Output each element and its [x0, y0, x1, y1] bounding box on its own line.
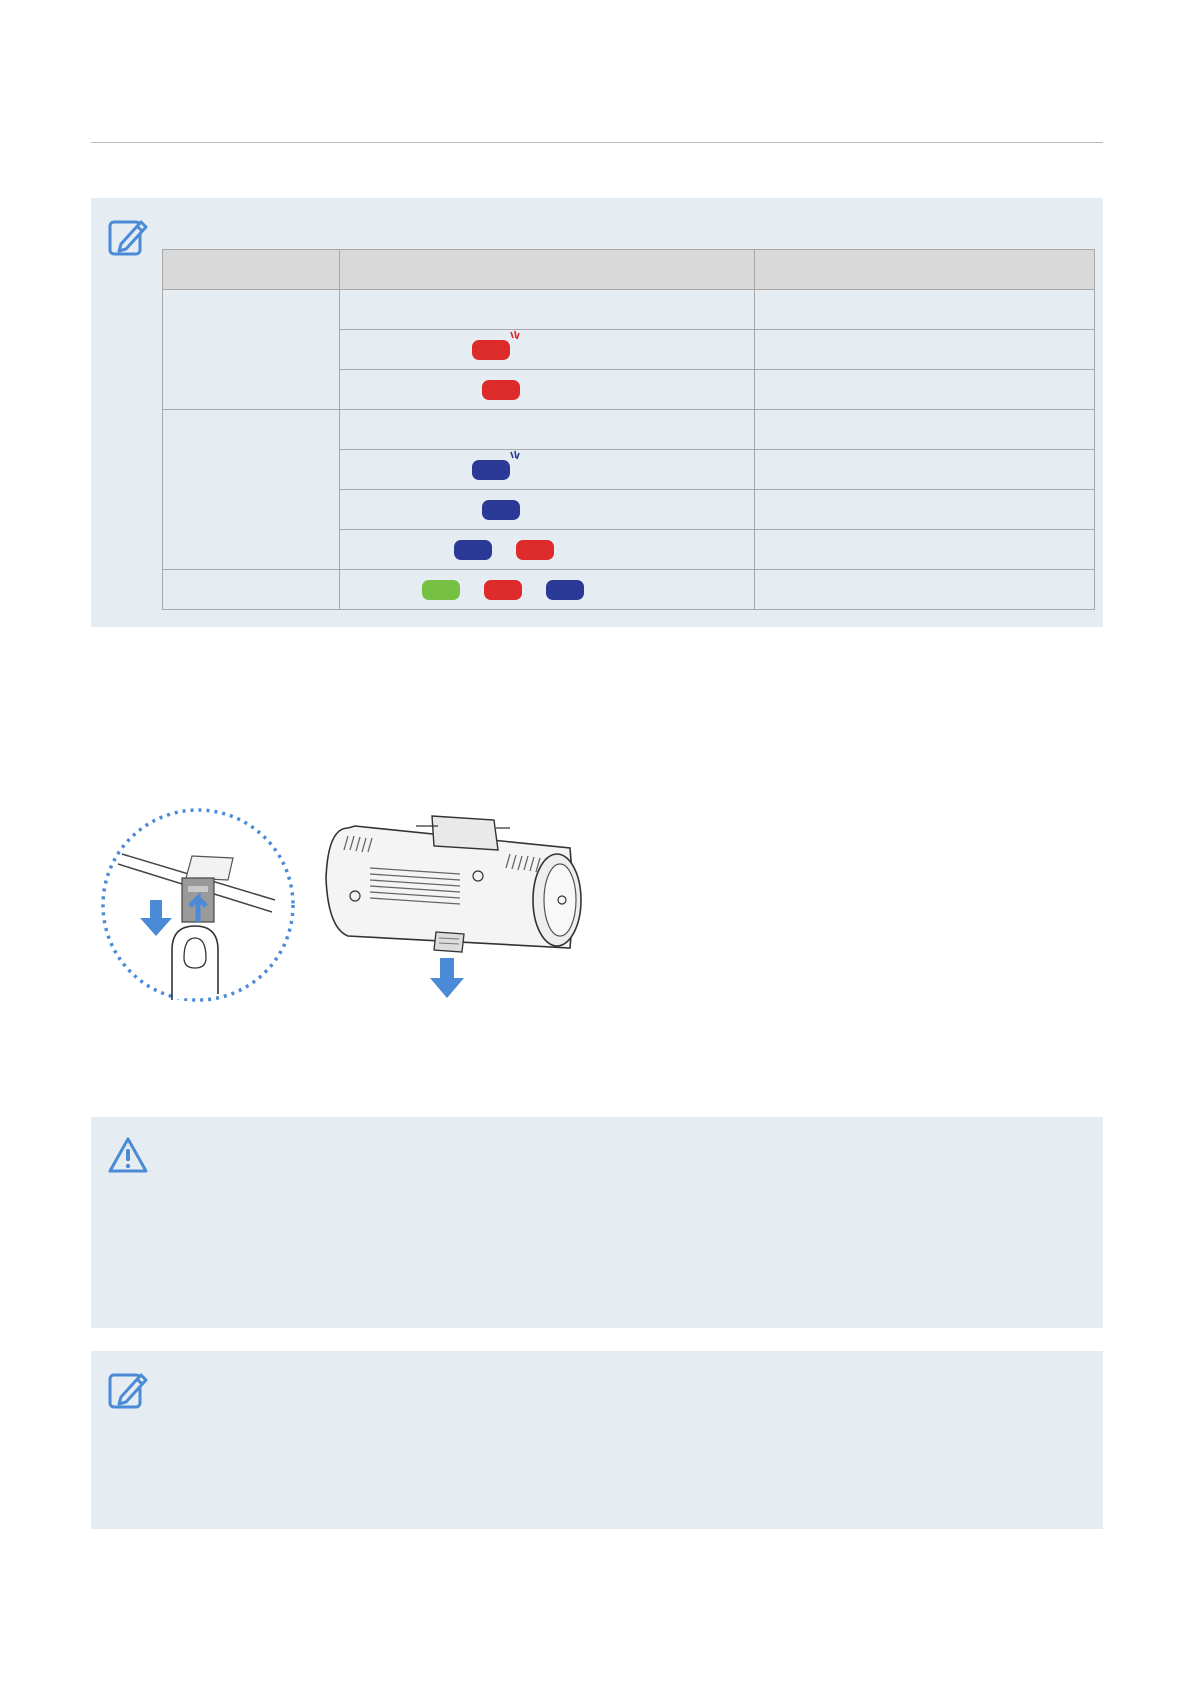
- led-cell: [340, 290, 755, 330]
- green-led-indicator: [422, 580, 460, 600]
- caution-box: [91, 1117, 1103, 1328]
- led-cell: [340, 330, 755, 370]
- led-status-table: [162, 249, 1095, 610]
- memory-card-illustration: [100, 808, 590, 1008]
- red-led-indicator: [516, 540, 554, 560]
- led-cell: [340, 490, 755, 530]
- red-led-indicator: [482, 380, 520, 400]
- led-cell: [340, 450, 755, 490]
- warning-triangle-icon: [107, 1135, 149, 1177]
- table-row: [163, 570, 1095, 610]
- led-cell: [340, 410, 755, 450]
- description-cell: [755, 450, 1095, 490]
- blink-indicator-icon: [508, 330, 522, 342]
- table-header-row: [163, 250, 1095, 290]
- group-cell: [163, 410, 340, 570]
- led-cell: [340, 570, 755, 610]
- note-pencil-icon: [107, 1369, 149, 1411]
- group-cell: [163, 570, 340, 610]
- header-rule: [91, 142, 1103, 143]
- description-cell: [755, 330, 1095, 370]
- led-cell: [340, 370, 755, 410]
- header-cell: [340, 250, 755, 290]
- table-row: [163, 410, 1095, 450]
- group-cell: [163, 290, 340, 410]
- led-cell: [340, 530, 755, 570]
- description-cell: [755, 410, 1095, 450]
- description-cell: [755, 290, 1095, 330]
- header-cell: [163, 250, 340, 290]
- memory-card-insertion-detail: [103, 810, 293, 1000]
- note-box-2: [91, 1351, 1103, 1529]
- description-cell: [755, 490, 1095, 530]
- blue-led-indicator: [482, 500, 520, 520]
- note-box-led-status: [91, 198, 1103, 627]
- table-row: [163, 290, 1095, 330]
- header-cell: [755, 250, 1095, 290]
- note-pencil-icon: [107, 216, 149, 258]
- blue-led-indicator: [454, 540, 492, 560]
- blink-indicator-icon: [508, 450, 522, 462]
- camera-memory-card-removal: [326, 816, 581, 998]
- description-cell: [755, 370, 1095, 410]
- red-led-indicator: [484, 580, 522, 600]
- blue-led-indicator: [546, 580, 584, 600]
- blue-led-indicator: [472, 460, 510, 480]
- red-led-indicator: [472, 340, 510, 360]
- description-cell: [755, 570, 1095, 610]
- description-cell: [755, 530, 1095, 570]
